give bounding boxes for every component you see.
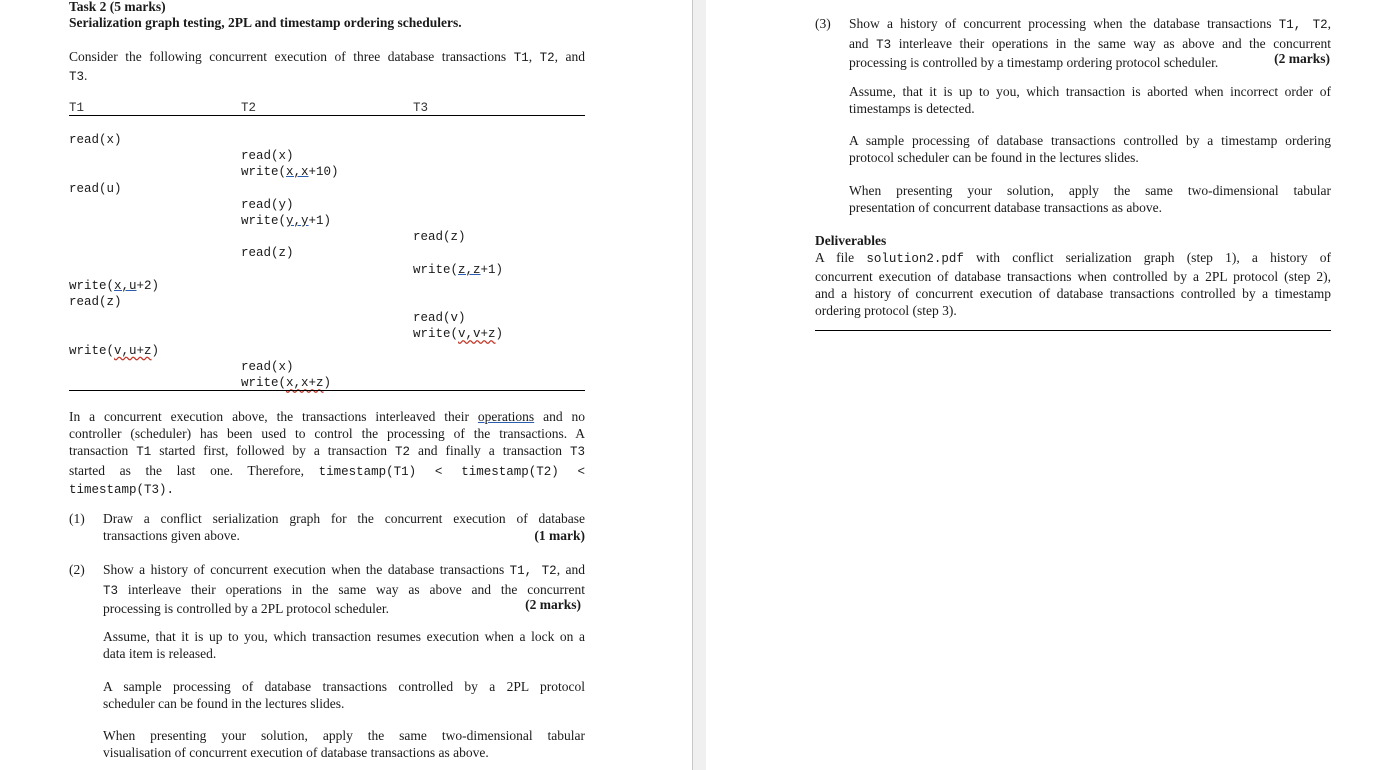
operation-row: read(v)	[413, 311, 466, 326]
operation-row: write(x,x+z)	[241, 376, 332, 390]
table-header-t3: T3	[413, 101, 429, 115]
operation-row: read(u)	[69, 181, 122, 196]
task-title: Task 2 (5 marks)	[69, 0, 166, 14]
question-1: Draw a conflict serialization graph for the concurrent execution of database transactions given above.	[103, 511, 585, 543]
deliverables-rule	[815, 330, 1331, 331]
operation-row: write(v,u+z)	[69, 343, 160, 358]
deliverables-text: A file solution2.pdf with conflict serialization graph (step 1), a history of concurrent execution of database transactions when controlled by a 2PL protocol (step 2), and a history of concurrent execution of database transactions controlled by a timestamp ordering protocol (step 3).	[815, 250, 1331, 318]
question-2-number: (2)	[69, 562, 85, 577]
explanation-paragraph: In a concurrent execution above, the transactions interleaved their operations and no controller (scheduler) has been used to control the processing of the transactions. A transaction T1 started first, followed by a transaction T2 and finally a transaction T3 started as the last one. Therefore, timestamp(T1) < timestamp(T2) < timestamp(T3).	[69, 409, 585, 497]
question-3-presentation-note: When presenting your solution, apply the same two-dimensional tabular presentation of concurrent database transactions as above.	[849, 183, 1331, 215]
operation-row: write(z,z+1)	[413, 262, 504, 277]
operation-row: read(x)	[241, 359, 294, 374]
document-page-right	[706, 0, 1375, 770]
question-1-marks: (1 mark)	[534, 528, 585, 543]
question-2-assumption: Assume, that it is up to you, which transaction resumes execution when a lock on a data item is released.	[103, 629, 585, 661]
table-header-rule	[69, 115, 585, 116]
deliverables-heading: Deliverables	[815, 233, 887, 248]
operation-row: read(z)	[413, 230, 466, 245]
question-1-number: (1)	[69, 511, 85, 526]
operation-row: read(z)	[241, 246, 294, 261]
question-2-presentation-note: When presenting your solution, apply the same two-dimensional tabular visualisation of concurrent execution of database transactions as above.	[103, 728, 585, 760]
task-subtitle: Serialization graph testing, 2PL and timestamp ordering schedulers.	[69, 15, 462, 30]
operation-row: read(x)	[241, 149, 294, 164]
operation-row: read(y)	[241, 197, 294, 212]
question-3-sample-note: A sample processing of database transactions controlled by a timestamp ordering protocol scheduler can be found in the lectures slides.	[849, 133, 1331, 165]
question-3-assumption: Assume, that it is up to you, which transaction is aborted when incorrect order of timestamps is detected.	[849, 84, 1331, 116]
question-3: Show a history of concurrent processing when the database transactions T1, T2, and T3 interleave their operations in the same way as above and the concurrent processing is controlled by a timestamp ordering protocol scheduler.	[849, 16, 1332, 70]
operation-row: write(y,y+1)	[241, 214, 332, 228]
operation-row: read(z)	[69, 295, 122, 309]
question-3-marks: (2 marks)	[1274, 51, 1330, 66]
transaction-table	[69, 100, 585, 395]
operation-row: write(x,u+2)	[69, 278, 160, 293]
operation-row: read(x)	[69, 133, 122, 147]
table-header-t1: T1	[69, 101, 85, 115]
question-3-number: (3)	[815, 16, 831, 31]
table-bottom-rule	[69, 390, 585, 391]
solution-file-name: solution2.pdf	[866, 252, 964, 266]
operation-row: write(v,v+z)	[413, 327, 504, 342]
question-2-marks: (2 marks)	[525, 597, 581, 612]
question-2: Show a history of concurrent execution when the database transactions T1, T2, and T3 interleave their operations in the same way as above and the concurrent processing is controlled by a 2PL protocol scheduler.	[103, 562, 585, 616]
question-2-sample-note: A sample processing of database transactions controlled by a 2PL protocol scheduler can be found in the lectures slides.	[103, 679, 585, 711]
table-header-t2: T2	[241, 101, 257, 115]
operations-link: operations	[477, 409, 535, 424]
operation-row: write(x,x+10)	[241, 165, 339, 180]
intro-paragraph: Consider the following concurrent execution of three database transactions T1, T2, and T3.	[69, 49, 585, 84]
